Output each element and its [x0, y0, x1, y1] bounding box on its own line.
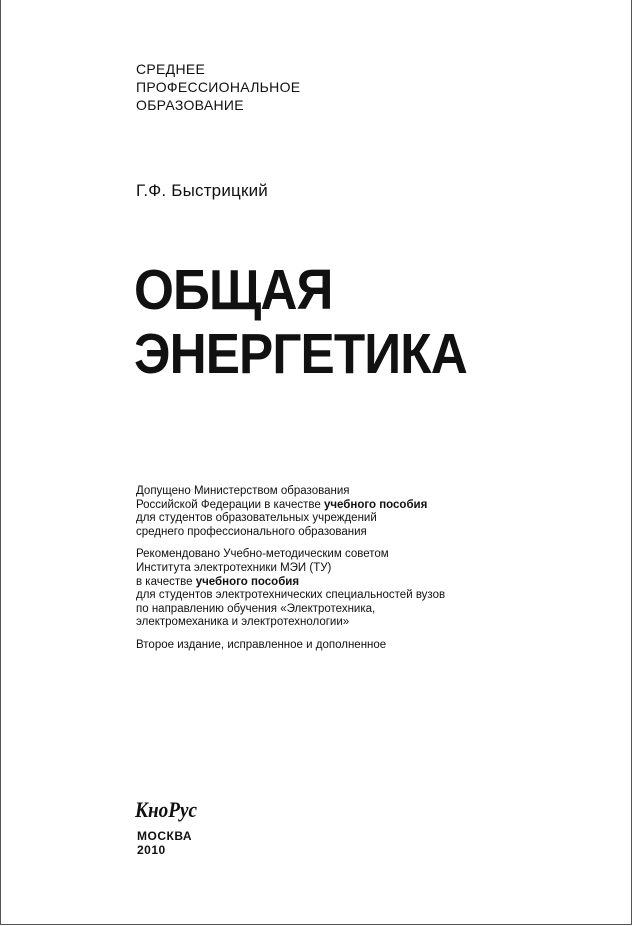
series-line-1: СРЕДНЕЕ	[136, 61, 206, 77]
approval2-line-6: электромеханика и электротехнологии»	[136, 616, 350, 629]
series-line-2: ПРОФЕССИОНАЛЬНОЕ	[136, 79, 301, 95]
approval2-line-2: Института электротехники МЭИ (ТУ)	[136, 561, 332, 574]
publisher-logo	[134, 790, 198, 824]
approval1-line-1: Допущено Министерством образования	[136, 485, 350, 497]
approval2-line-5: по направлению обучения «Электротехника,	[136, 602, 376, 615]
publisher-city: МОСКВА	[137, 829, 193, 843]
approval1-line-2	[136, 499, 445, 513]
series-line-3: ОБРАЗОВАНИЕ	[136, 97, 244, 113]
approval2-line-3	[136, 576, 445, 590]
title-line-2: ЭНЕРГЕТИКА	[134, 322, 467, 386]
approval1-line-2-text: Российской Федерации в качестве	[136, 498, 324, 511]
approval2-line-3-text: в качестве	[136, 575, 196, 588]
approval2-line-1: Рекомендовано Учебно-методическим советом	[136, 548, 389, 561]
author-name: Г.Ф. Быстрицкий	[136, 181, 269, 200]
approval1-line-4: среднего профессионального образования	[136, 525, 367, 538]
approval-block	[136, 485, 445, 653]
edition-note: Второе издание, исправленное и дополненное	[136, 638, 387, 651]
series-title	[136, 60, 300, 114]
publication-year: 2010	[137, 843, 166, 857]
publisher-logo-text: КноРус	[134, 797, 198, 822]
book-title	[134, 258, 467, 386]
approval1-line-3: для студентов образовательных учреждений	[136, 512, 377, 525]
publisher-imprint	[137, 829, 192, 857]
title-line-1: ОБЩАЯ	[134, 258, 333, 322]
approval2-line-4: для студентов электротехнических специальностей вузов	[136, 589, 446, 602]
approval1-emphasis: учебного пособия	[323, 498, 428, 511]
approval2-emphasis: учебного пособия	[195, 575, 300, 588]
